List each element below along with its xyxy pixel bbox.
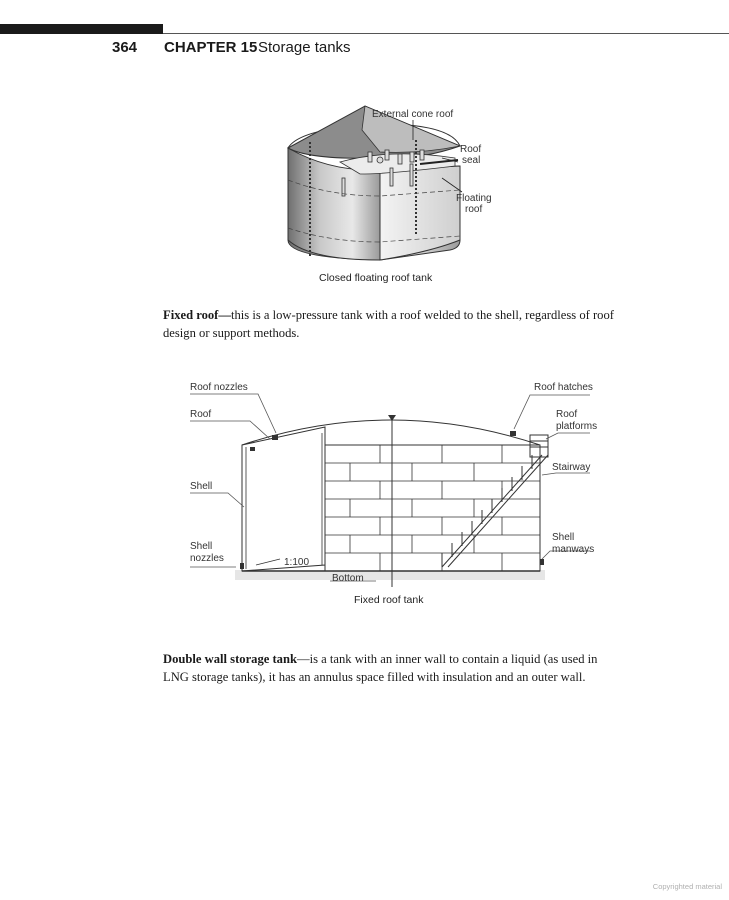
label-shell-manways-2: manways bbox=[552, 544, 595, 555]
header-rule-thick bbox=[0, 24, 163, 34]
label-shell-nozzles-2: nozzles bbox=[190, 553, 224, 564]
label-roof-seal-2: seal bbox=[462, 155, 481, 166]
label-shell: Shell bbox=[190, 481, 213, 492]
chapter-title: Storage tanks bbox=[258, 39, 351, 56]
roof-nozzle bbox=[272, 435, 278, 440]
figure2-caption: Fixed roof tank bbox=[354, 594, 424, 606]
label-stairway: Stairway bbox=[552, 462, 591, 473]
definition-double-wall: —is a tank with an inner wall to contain a liquid (as used in LNG storage tanks), it has an annulus space filled with insulation and an outer wall. bbox=[163, 652, 598, 684]
label-external-cone-roof: External cone roof bbox=[372, 109, 454, 120]
label-shell-nozzles-1: Shell bbox=[190, 541, 213, 552]
label-roof-seal-1: Roof bbox=[460, 144, 482, 155]
label-floating-roof-1: Floating bbox=[456, 193, 492, 204]
header-rule-thin bbox=[163, 33, 729, 34]
label-bottom: Bottom bbox=[332, 573, 364, 584]
paragraph-fixed-roof bbox=[163, 306, 619, 342]
tank-shell-wall bbox=[325, 445, 540, 571]
term-fixed-roof: Fixed roof— bbox=[163, 308, 231, 322]
definition-fixed-roof: this is a low-pressure tank with a roof welded to the shell, regardless of roof design or support methods. bbox=[163, 308, 614, 340]
label-roof: Roof bbox=[190, 409, 212, 420]
term-double-wall: Double wall storage tank bbox=[163, 652, 297, 666]
label-shell-manways-1: Shell bbox=[552, 532, 575, 543]
label-roof-hatches: Roof hatches bbox=[534, 382, 593, 393]
label-roof-platforms-1: Roof bbox=[556, 409, 578, 420]
label-slope: 1:100 bbox=[284, 557, 310, 568]
copyright-watermark: Copyrighted material bbox=[652, 882, 722, 891]
roof-hatch bbox=[510, 431, 516, 436]
label-roof-platforms-2: platforms bbox=[556, 421, 598, 432]
label-floating-roof-2: roof bbox=[465, 204, 483, 215]
page-number: 364 bbox=[112, 39, 138, 56]
chapter-label: CHAPTER 15 bbox=[164, 39, 258, 56]
figure1-caption: Closed floating roof tank bbox=[319, 272, 433, 284]
label-roof-nozzles: Roof nozzles bbox=[190, 382, 248, 393]
fixed-roof-tank-figure bbox=[180, 375, 600, 610]
closed-floating-roof-tank-figure bbox=[270, 100, 510, 290]
paragraph-double-wall bbox=[163, 650, 619, 686]
